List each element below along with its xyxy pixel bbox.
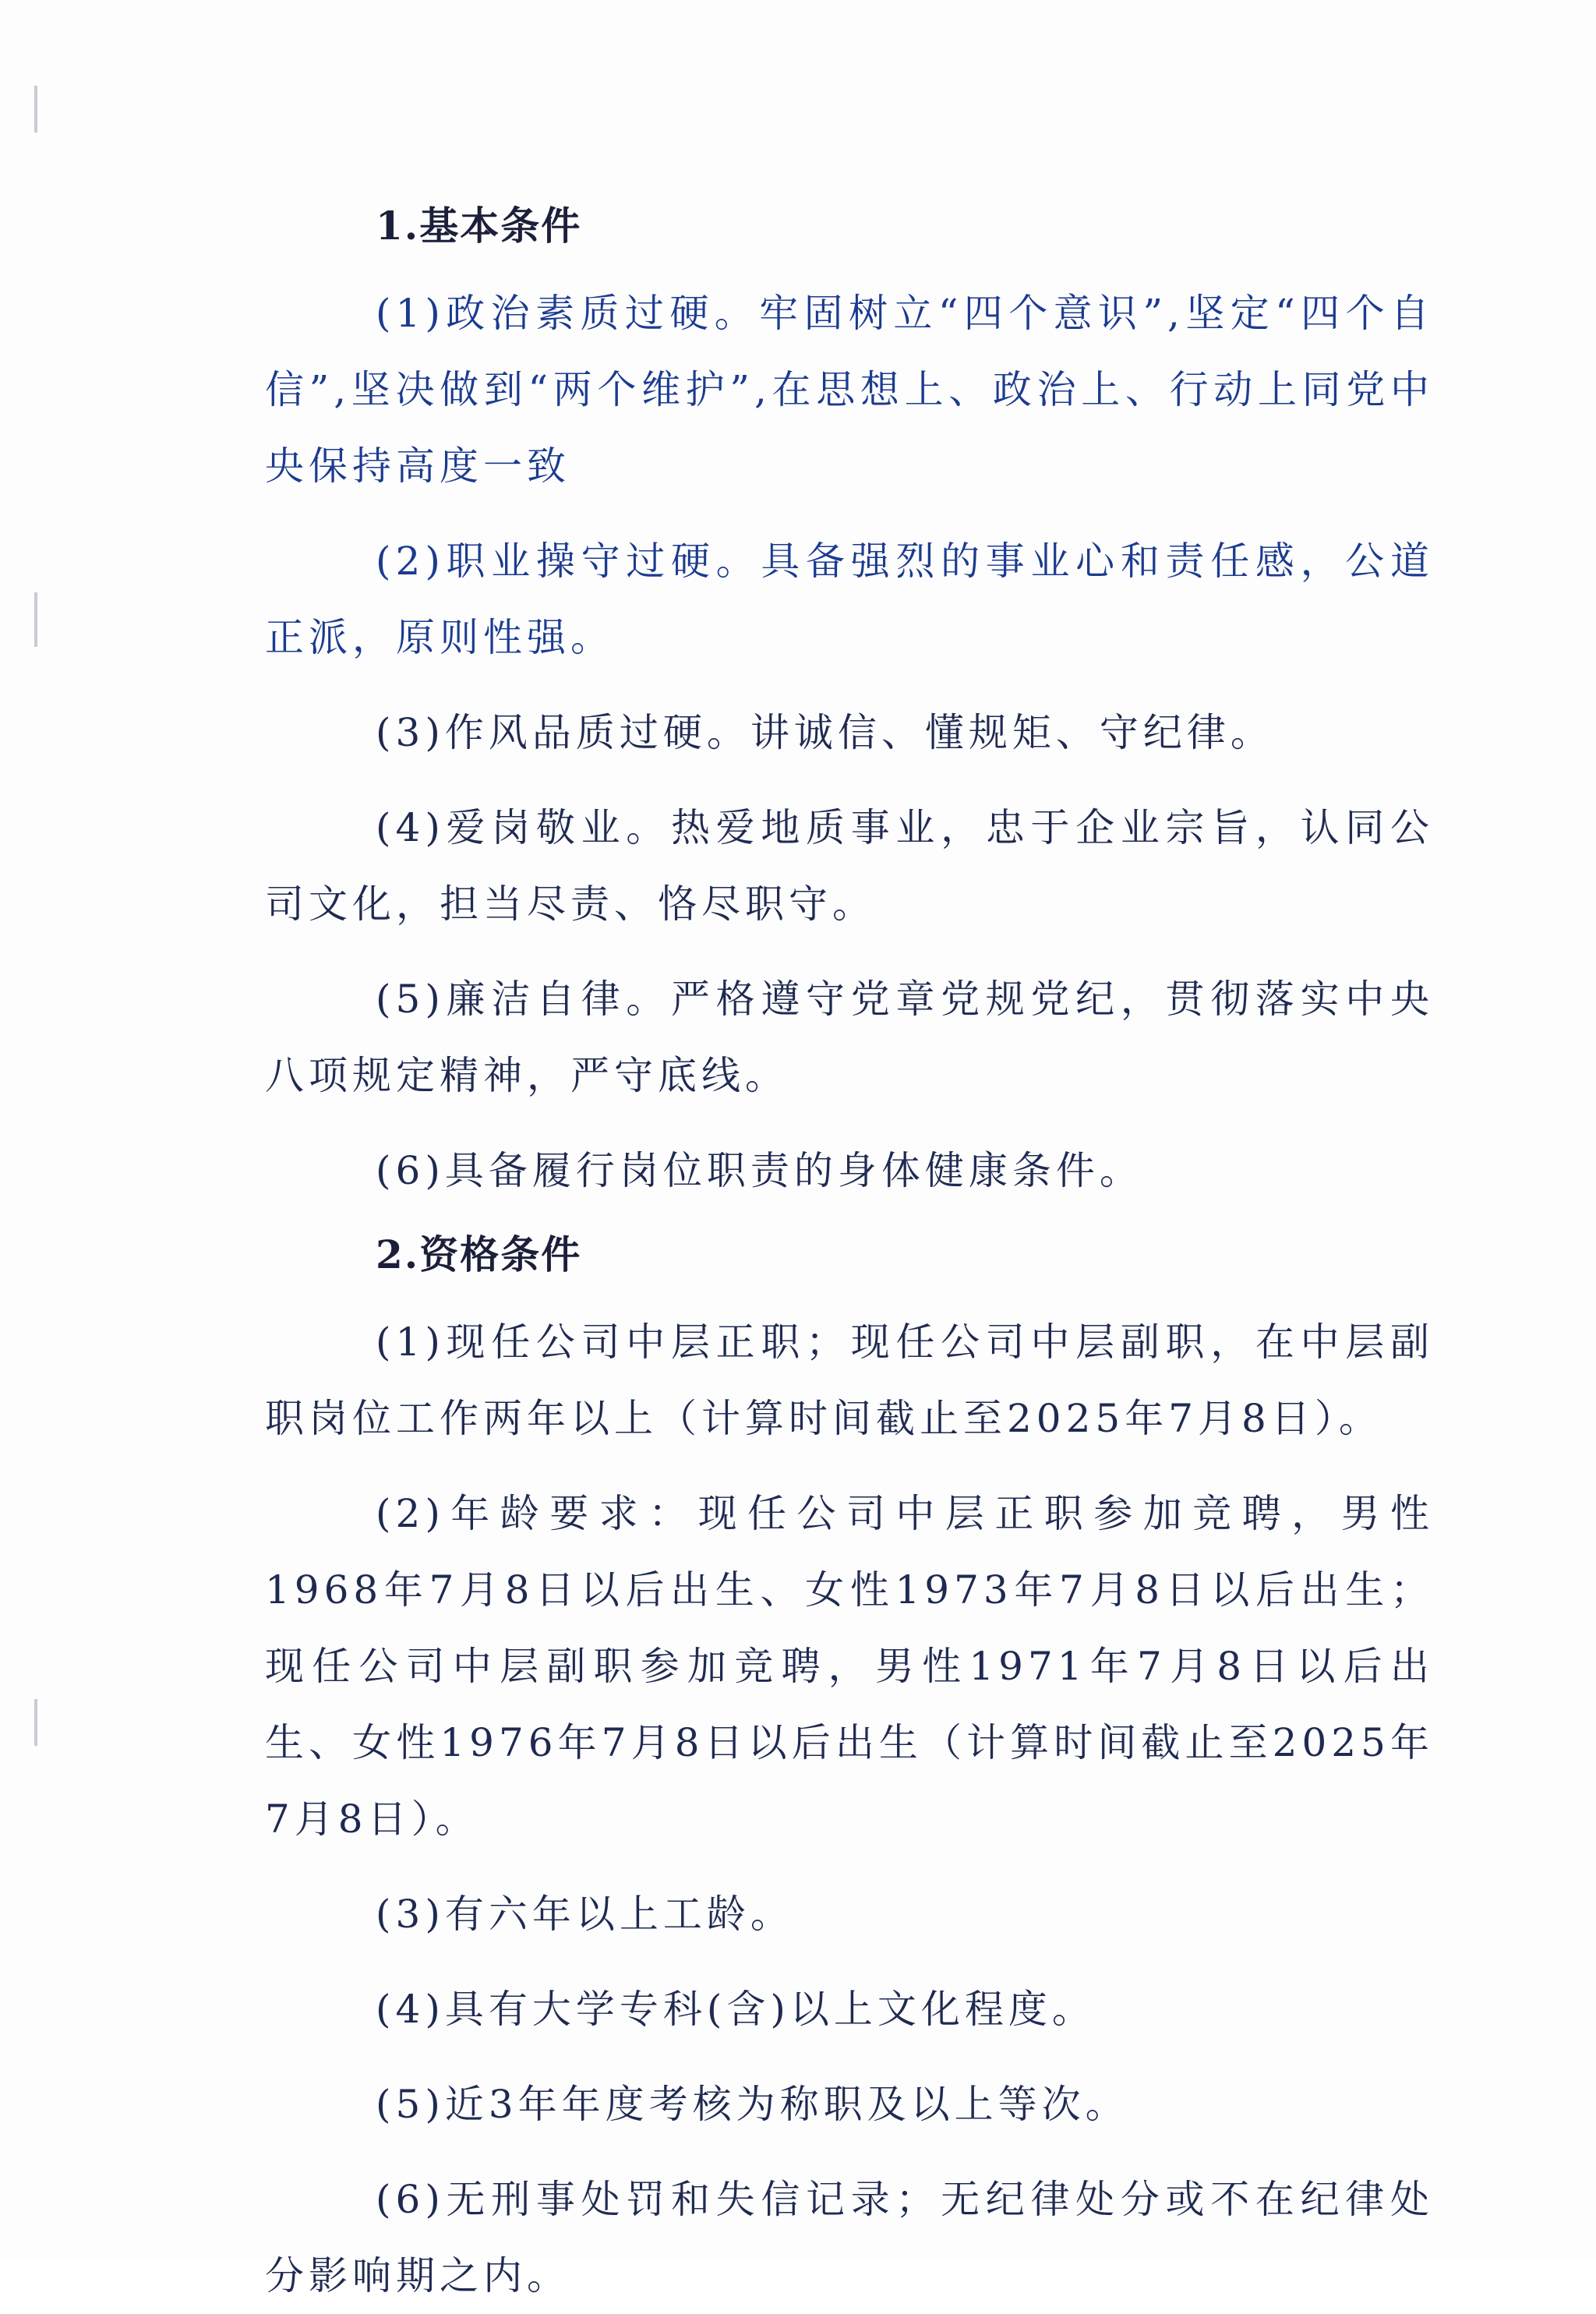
paragraph: (2)职业操守过硬。具备强烈的事业心和责任感，公道正派，原则性强。: [265, 539, 1434, 660]
scan-edge-mark: [34, 86, 37, 132]
paragraph: (6)无刑事处罚和失信记录；无纪律处分或不在纪律处分影响期之内。: [265, 2177, 1434, 2298]
paragraph: (3)有六年以上工龄。: [376, 1892, 794, 1937]
scan-edge-mark: [34, 1699, 37, 1746]
paragraph: (6)具备履行岗位职责的身体健康条件。: [376, 1148, 1143, 1193]
document-body: [265, 199, 1434, 2314]
paragraph: (1)现任公司中层正职；现任公司中层副职，在中层副职岗位工作两年以上（计算时间截止至2025年7月8日）。: [265, 1320, 1434, 1441]
paragraph: (2)年龄要求：现任公司中层正职参加竞聘，男性1968年7月8日以后出生、女性1973年7月8日以后出生；现任公司中层副职参加竞聘，男性1971年7月8日以后出生、女性1976年7月8日以后出生（计算时间截止至2025年7月8日）。: [265, 1491, 1434, 1842]
section-heading-qualification: 2.资格条件: [376, 1231, 582, 1277]
section-heading-basic: 1.基本条件: [376, 203, 582, 249]
paragraph: (5)近3年年度考核为称职及以上等次。: [376, 2082, 1129, 2127]
paragraph: (4)爱岗敬业。热爱地质事业，忠于企业宗旨，认同公司文化，担当尽责、恪尽职守。: [265, 805, 1434, 927]
paragraph: (1)政治素质过硬。牢固树立“四个意识”,坚定“四个自信”,坚决做到“两个维护”,在思想上、政治上、行动上同党中央保持高度一致: [265, 291, 1434, 489]
paragraph: (3)作风品质过硬。讲诚信、懂规矩、守纪律。: [376, 710, 1274, 755]
paragraph: (5)廉洁自律。严格遵守党章党规党纪，贯彻落实中央八项规定精神，严守底线。: [265, 977, 1434, 1098]
paragraph: (4)具有大学专科(含)以上文化程度。: [376, 1987, 1096, 2032]
scan-edge-mark: [34, 592, 37, 647]
